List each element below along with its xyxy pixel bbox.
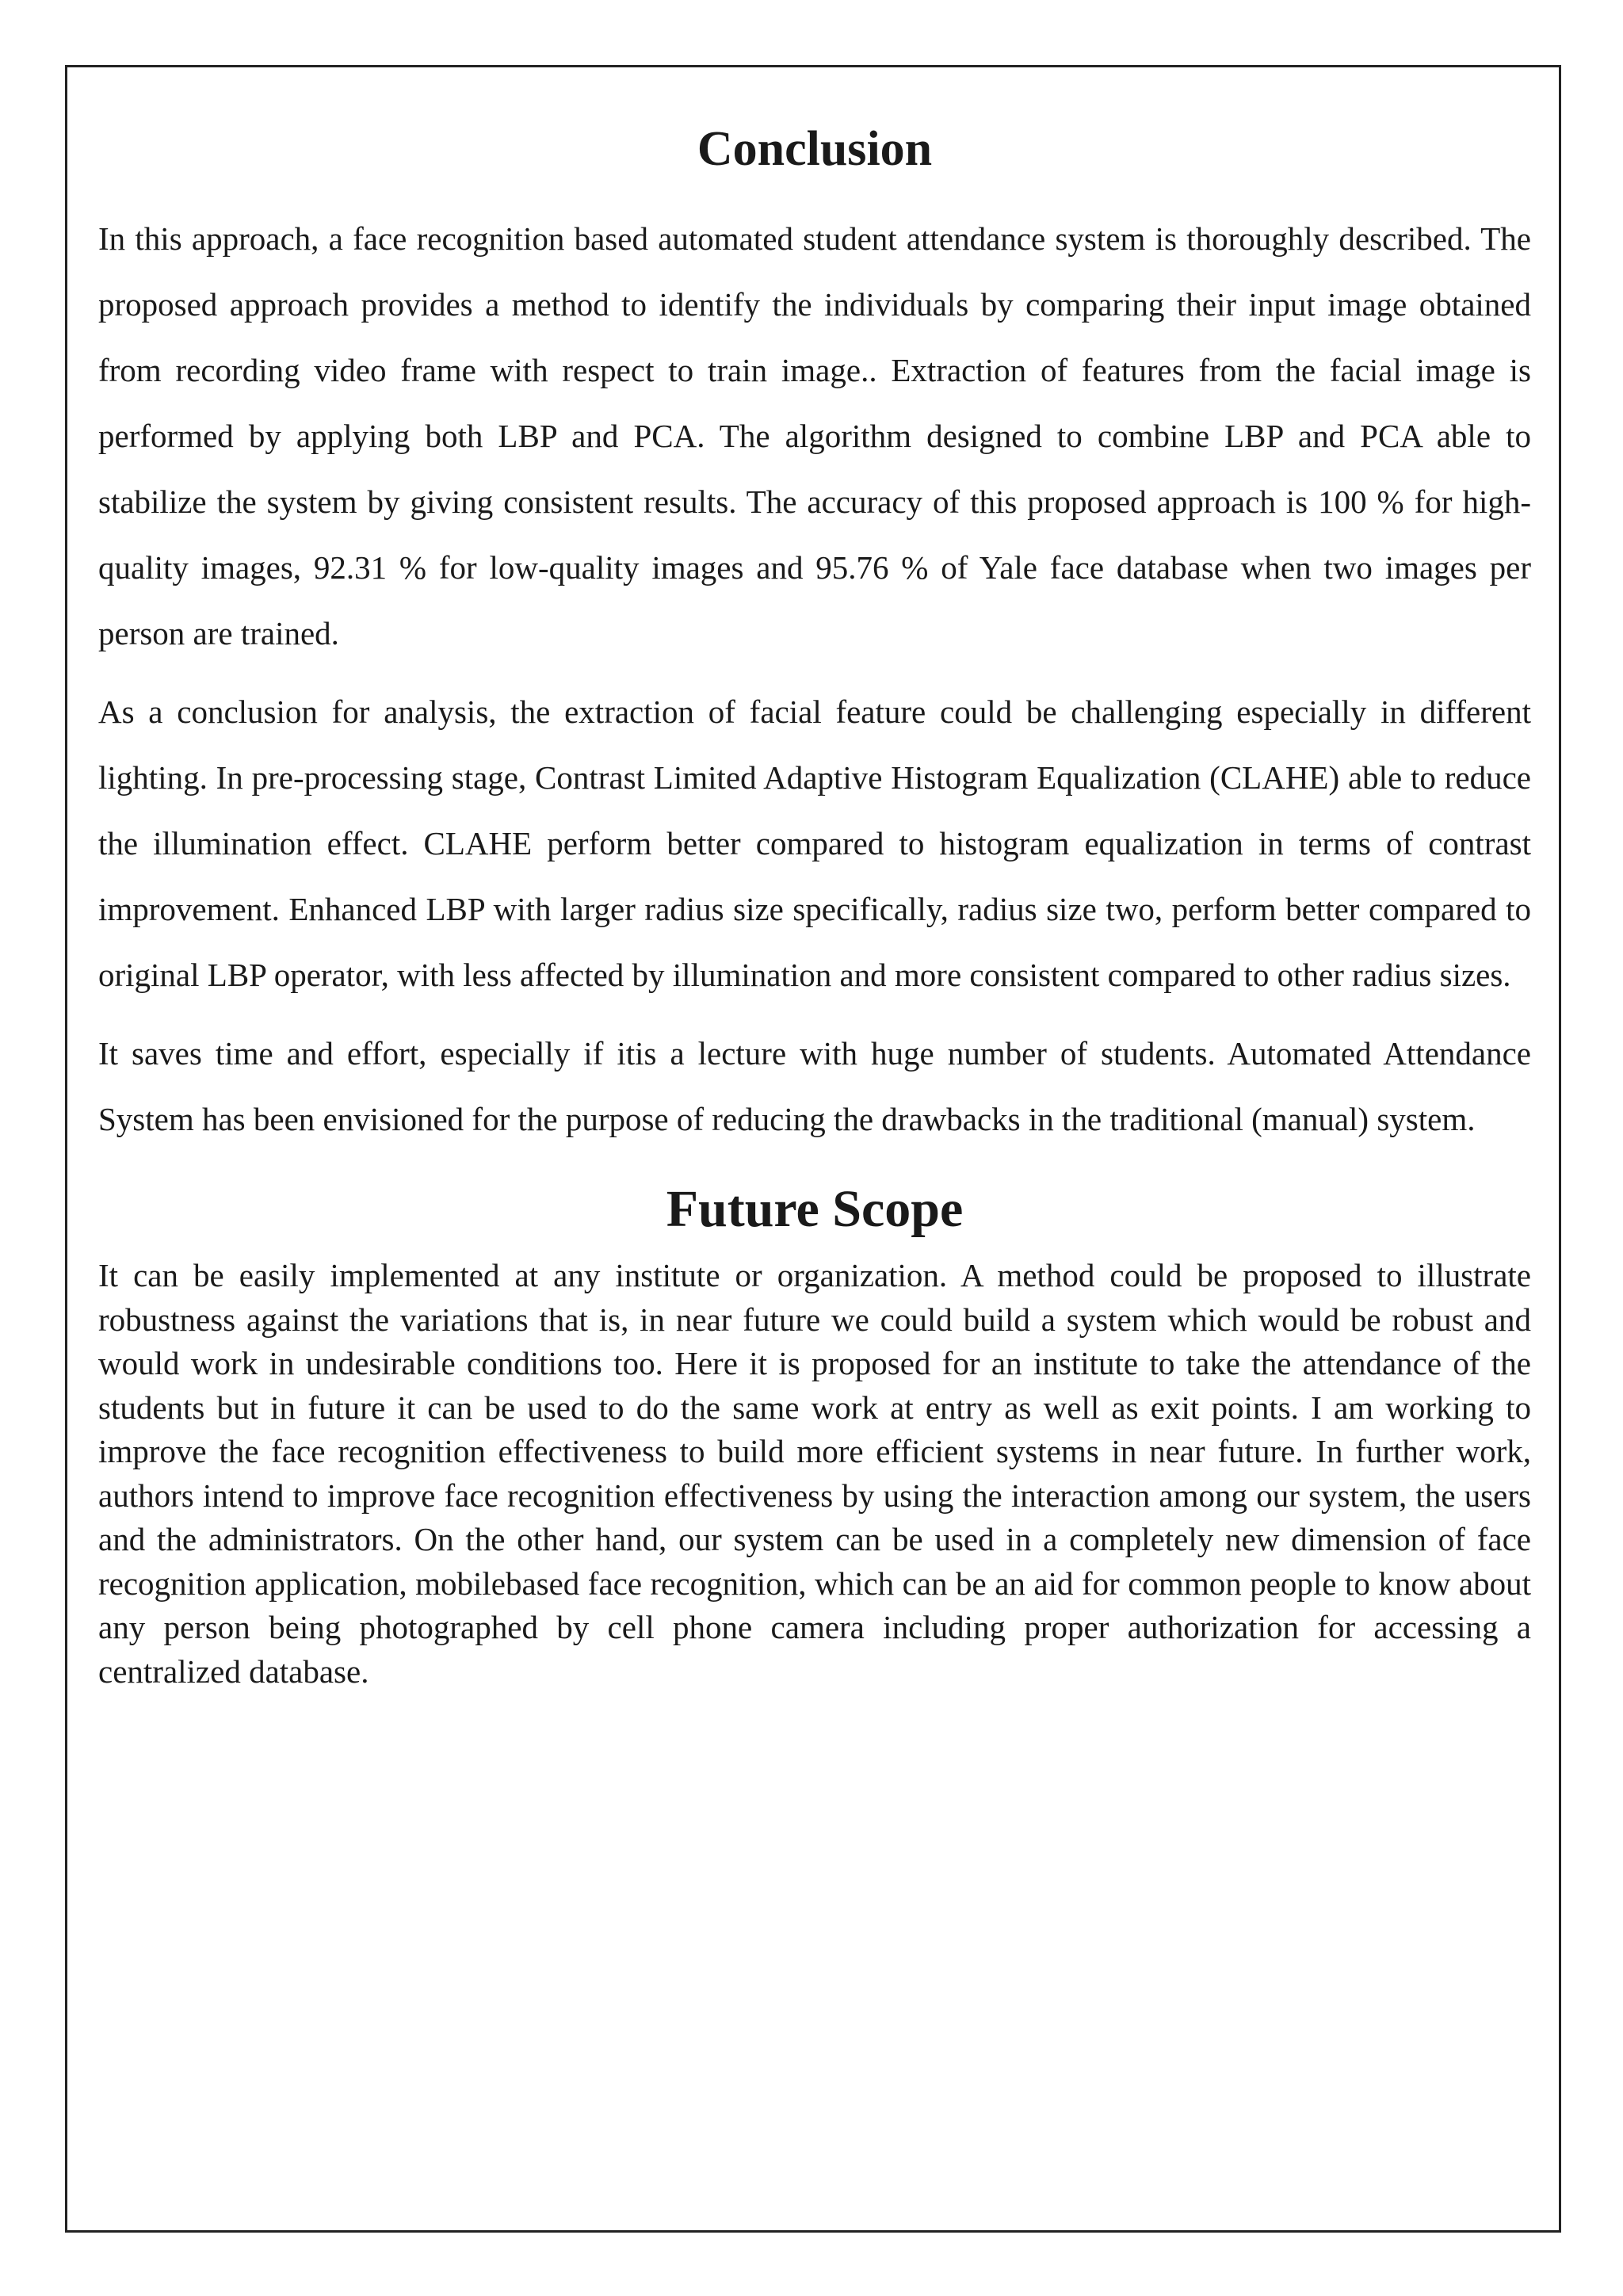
document-content xyxy=(98,119,1531,1694)
future-scope-paragraph: It can be easily implemented at any institute or organization. A method could be proposed to illustrate robustness against the variations that is, in near future we could build a system which would be robust and would work in undesirable conditions too. Here it is proposed for an institute to take the attendance of the students but in future it can be used to do the same work at entry as well as exit points. I am working to improve the face recognition effectiveness to build more efficient systems in near future. In further work, authors intend to improve face recognition effectiveness by using the interaction among our system, the users and the administrators. On the other hand, our system can be used in a completely new dimension of face recognition application, mobilebased face recognition, which can be an aid for common people to know about any person being photographed by cell phone camera including proper authorization for accessing a centralized database. xyxy=(98,1257,1531,1690)
conclusion-section xyxy=(98,119,1531,1152)
conclusion-paragraph-1: In this approach, a face recognition based automated student attendance system is thoroughly described. The proposed approach provides a method to identify the individuals by comparing their input image obtained from recording video frame with respect to train image.. Extraction of features from the facial image is performed by applying both LBP and PCA. The algorithm designed to combine LBP and PCA able to stabilize the system by giving consistent results. The accuracy of this proposed approach is 100 % for high-quality images, 92.31 % for low-quality images and 95.76 % of Yale face database when two images per person are trained. xyxy=(98,220,1531,651)
conclusion-paragraph-2: As a conclusion for analysis, the extraction of facial feature could be challenging especially in different lighting. In pre-processing stage, Contrast Limited Adaptive Histogram Equalization (CLAHE) able to reduce the illumination effect. CLAHE perform better compared to histogram equalization in terms of contrast improvement. Enhanced LBP with larger radius size specifically, radius size two, perform better compared to original LBP operator, with less affected by illumination and more consistent compared to other radius sizes. xyxy=(98,693,1531,993)
conclusion-paragraph-3: It saves time and effort, especially if itis a lecture with huge number of students. Automated Attendance System has been envisioned for the purpose of reducing the drawbacks in the traditional (manual) system. xyxy=(98,1035,1531,1137)
future-scope-title: Future Scope xyxy=(666,1180,964,1238)
conclusion-title: Conclusion xyxy=(697,122,933,176)
future-scope-section xyxy=(98,1179,1531,1694)
